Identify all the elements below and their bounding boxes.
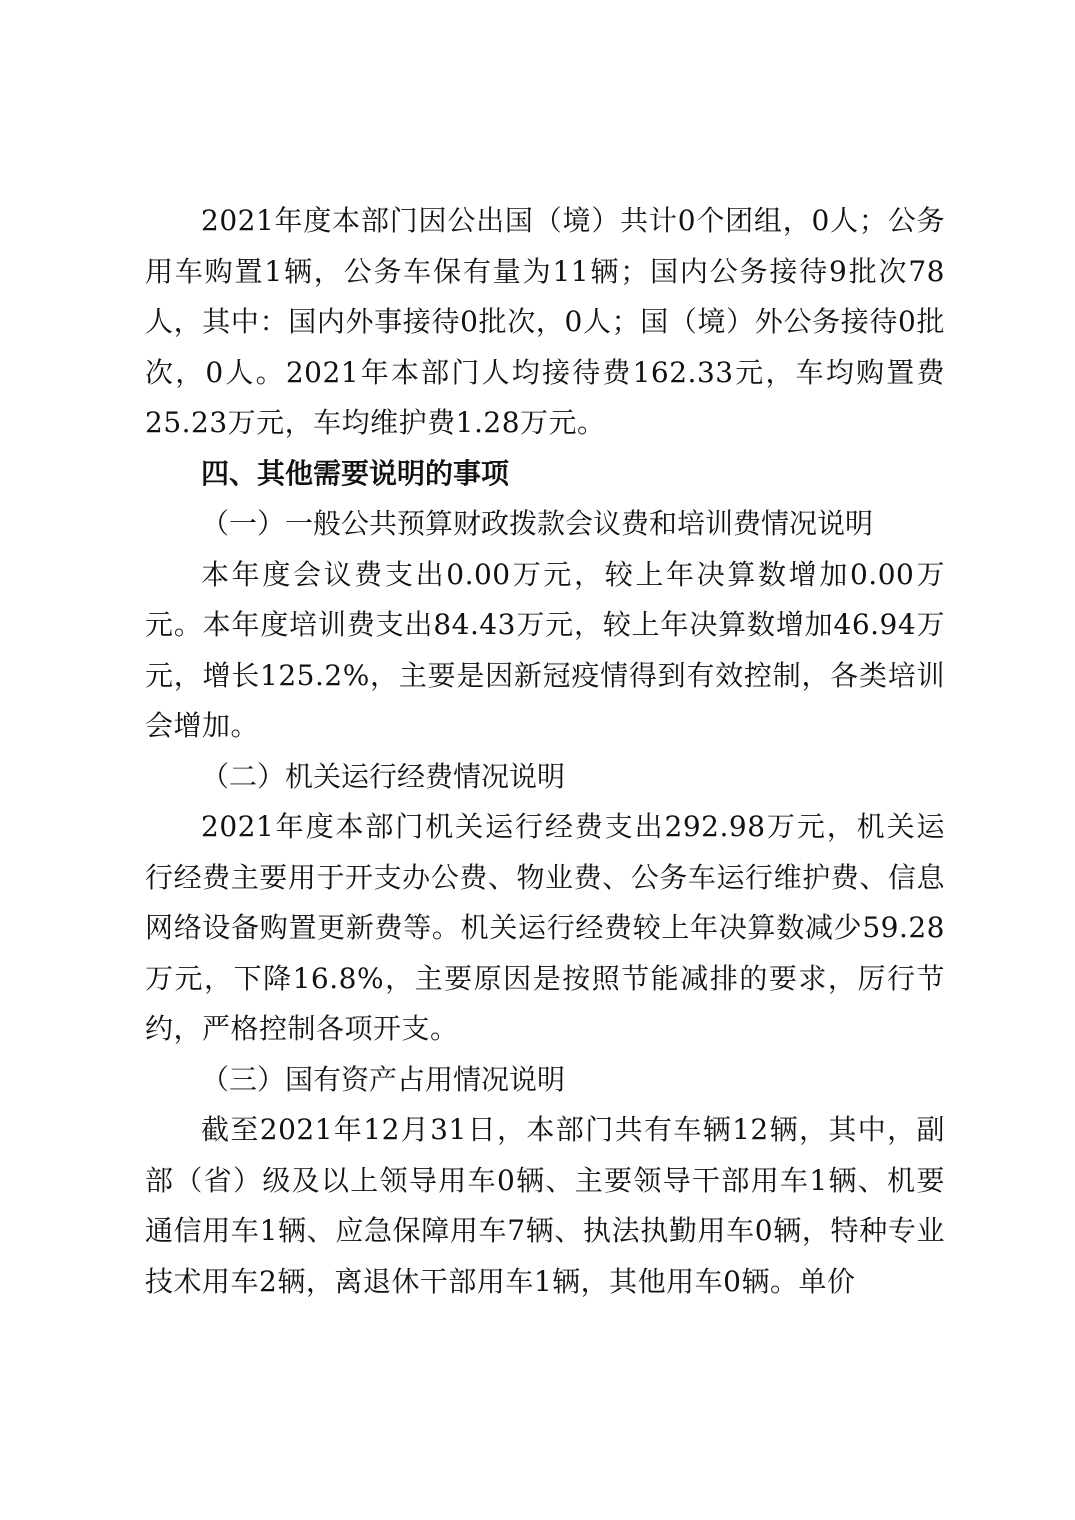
subheading-meeting-training-fees: （一）一般公共预算财政拨款会议费和培训费情况说明 <box>201 507 874 540</box>
document-body <box>145 196 945 1307</box>
section-heading-other-matters: 四、其他需要说明的事项 <box>201 456 510 490</box>
paragraph-operating-expenses: 2021年度本部门机关运行经费支出292.98万元，机关运行经费主要用于开支办公费、物业费、公务车运行维护费、信息网络设备购置更新费等。机关运行经费较上年决算数减少59.28万元，下降16.8%，主要原因是按照节能减排的要求，厉行节约，严格控制各项开支。 <box>145 810 945 1045</box>
subheading-state-assets: （三）国有资产占用情况说明 <box>201 1062 566 1096</box>
paragraph-state-assets: 截至2021年12月31日，本部门共有车辆12辆，其中，副部（省）级及以上领导用车0辆、主要领导干部用车1辆、机要通信用车1辆、应急保障用车7辆、执法执勤用车0辆，特种专业技术用车2辆，离退休干部用车1辆，其他用车0辆。单价 <box>145 1113 945 1298</box>
paragraph-overseas-visits-and-vehicles: 2021年度本部门因公出国（境）共计0个团组，0人；公务用车购置1辆，公务车保有量为11辆；国内公务接待9批次78人，其中：国内外事接待0批次，0人；国（境）外公务接待0批次，0人。2021年本部门人均接待费162.33元，车均购置费25.23万元，车均维护费1.28万元。 <box>145 204 945 439</box>
subheading-operating-expenses: （二）机关运行经费情况说明 <box>201 759 566 793</box>
paragraph-meeting-training-fees: 本年度会议费支出0.00万元，较上年决算数增加0.00万元。本年度培训费支出84.43万元，较上年决算数增加46.94万元，增长125.2%，主要是因新冠疫情得到有效控制，各类培训会增加。 <box>145 557 945 742</box>
